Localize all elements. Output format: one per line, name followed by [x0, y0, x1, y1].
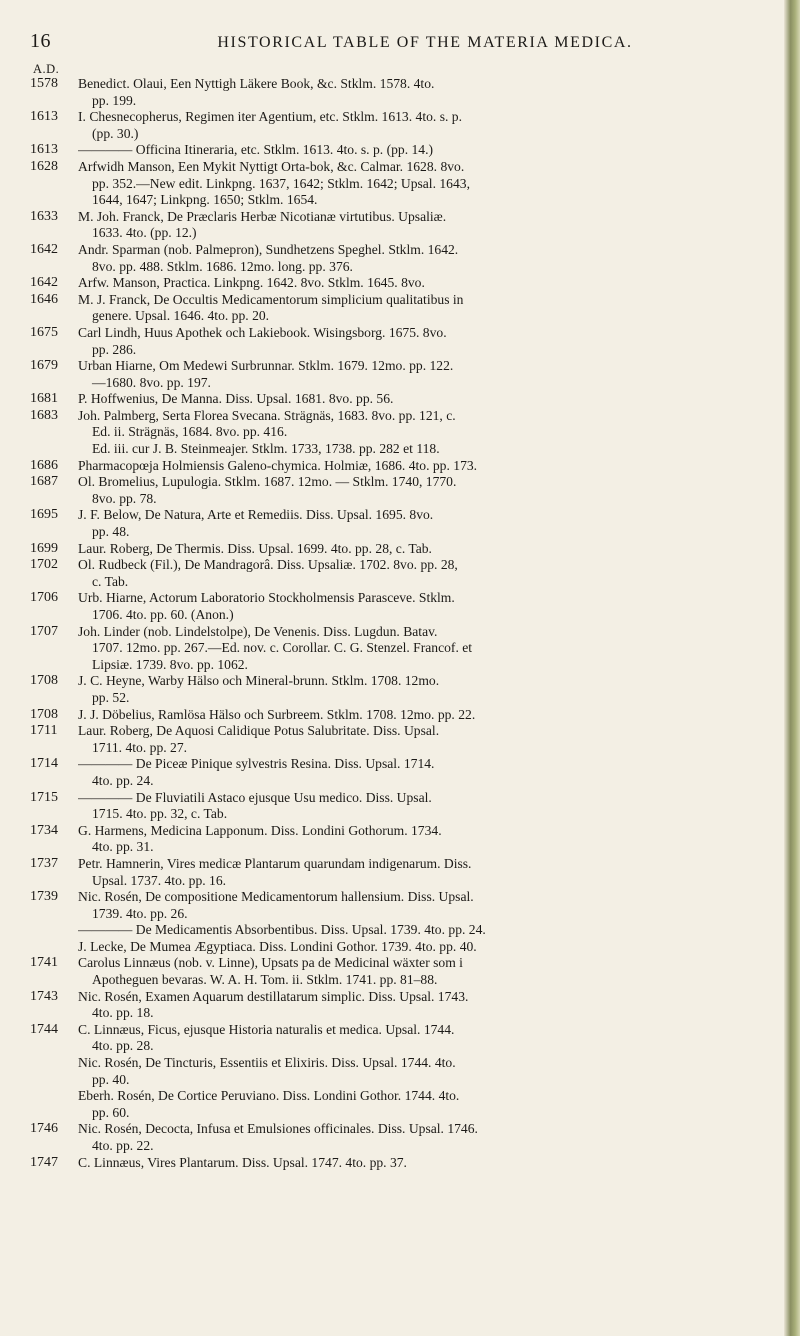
bibliography-entry	[30, 76, 760, 109]
entry-line: Urb. Hiarne, Actorum Laboratorio Stockholmensis Parasceve. Stklm.	[78, 590, 455, 606]
entry-text	[78, 790, 760, 823]
entry-line: Joh. Linder (nob. Lindelstolpe), De Venenis. Diss. Lugdun. Batav.	[78, 623, 438, 639]
entry-text	[78, 922, 760, 939]
entry-text	[78, 756, 760, 789]
entry-line: 4to. pp. 28.	[92, 1038, 154, 1054]
entry-year: 1613	[30, 142, 58, 158]
entry-text	[78, 1022, 760, 1055]
bibliography-entry	[30, 358, 760, 391]
bibliography-entry	[30, 275, 760, 292]
bibliography-entry	[30, 989, 760, 1022]
entry-text	[78, 856, 760, 889]
bibliography-entry	[30, 673, 760, 706]
bibliography-entry	[30, 408, 760, 458]
entry-line: Ed. ii. Strägnäs, 1684. 8vo. pp. 416.	[92, 424, 288, 440]
entry-line: 1715. 4to. pp. 32, c. Tab.	[92, 806, 228, 822]
entry-text	[78, 955, 760, 988]
entry-line: Upsal. 1737. 4to. pp. 16.	[92, 872, 227, 888]
bibliography-entry	[30, 922, 760, 939]
bibliography-entry	[30, 1055, 760, 1088]
entry-line: pp. 40.	[92, 1071, 130, 1087]
entry-line: Carl Lindh, Huus Apothek och Lakiebook. Wisingsborg. 1675. 8vo.	[78, 324, 447, 340]
entry-year: 1744	[30, 1021, 58, 1037]
entry-text	[78, 159, 760, 209]
entry-line: 8vo. pp. 488. Stklm. 1686. 12mo. long. pp. 376.	[92, 258, 353, 274]
entry-year: 1743	[30, 988, 58, 1004]
entry-text	[78, 707, 760, 724]
column-label-ad: A.D.	[33, 62, 60, 76]
bibliography-entry	[30, 1088, 760, 1121]
entry-text	[78, 109, 760, 142]
entry-year: 1707	[30, 623, 58, 639]
running-title: HISTORICAL TABLE OF THE MATERIA MEDICA.	[217, 34, 633, 51]
bibliography-entry	[30, 507, 760, 540]
entry-year: 1739	[30, 889, 58, 905]
entry-line: Ol. Bromelius, Lupulogia. Stklm. 1687. 12mo. — Stklm. 1740, 1770.	[78, 474, 457, 490]
entry-year: 1642	[30, 275, 58, 291]
entry-text	[78, 590, 760, 623]
entry-line: 1644, 1647; Linkpng. 1650; Stklm. 1654.	[92, 192, 318, 208]
entry-line: ———— De Piceæ Pinique sylvestris Resina. Diss. Upsal. 1714.	[78, 756, 435, 772]
entry-year: 1681	[30, 391, 58, 407]
entry-line: 1711. 4to. pp. 27.	[92, 739, 188, 755]
bibliography-entry	[30, 109, 760, 142]
bibliography-entry	[30, 823, 760, 856]
entry-line: Carolus Linnæus (nob. v. Linne), Upsats pa de Medicinal wäxter som i	[78, 955, 463, 971]
entry-line: 4to. pp. 31.	[92, 839, 154, 855]
entry-line: ———— De Medicamentis Absorbentibus. Diss. Upsal. 1739. 4to. pp. 24.	[78, 922, 486, 938]
entry-text	[78, 1121, 760, 1154]
entry-text	[78, 989, 760, 1022]
entry-text	[78, 1088, 760, 1121]
entry-text	[78, 275, 760, 292]
entry-line: 4to. pp. 18.	[92, 1005, 154, 1021]
page-number: 16	[30, 30, 51, 52]
entry-text	[78, 939, 760, 956]
bibliography-entry	[30, 142, 760, 159]
bibliography-entry	[30, 790, 760, 823]
entry-line: Arfw. Manson, Practica. Linkpng. 1642. 8vo. Stklm. 1645. 8vo.	[78, 275, 425, 291]
entry-line: Petr. Hamnerin, Vires medicæ Plantarum quarundam indigenarum. Diss.	[78, 855, 472, 871]
entry-line: Apotheguen bevaras. W. A. H. Tom. ii. Stklm. 1741. pp. 81–88.	[92, 972, 438, 988]
entry-line: pp. 199.	[92, 92, 137, 108]
entry-line: M. Joh. Franck, De Præclaris Herbæ Nicotianæ virtutibus. Upsaliæ.	[78, 208, 447, 224]
bibliography-entry	[30, 557, 760, 590]
entry-year: 1702	[30, 557, 58, 573]
entry-year: 1642	[30, 241, 58, 257]
entry-line: G. Harmens, Medicina Lapponum. Diss. Londini Gothorum. 1734.	[78, 822, 442, 838]
entry-year: 1613	[30, 109, 58, 125]
entry-year: 1711	[30, 723, 58, 739]
entry-line: pp. 286.	[92, 341, 137, 357]
entry-text	[78, 474, 760, 507]
entry-year: 1646	[30, 291, 58, 307]
entry-year: 1706	[30, 590, 58, 606]
entry-line: pp. 52.	[92, 689, 130, 705]
entry-text	[78, 541, 760, 558]
entry-line: pp. 352.—New edit. Linkpng. 1637, 1642; Stklm. 1642; Upsal. 1643,	[92, 175, 470, 191]
bibliography-entry	[30, 856, 760, 889]
entry-text	[78, 1155, 760, 1172]
entry-line: J. Lecke, De Mumea Ægyptiaca. Diss. Londini Gothor. 1739. 4to. pp. 40.	[78, 938, 477, 954]
entry-year: 1734	[30, 822, 58, 838]
entry-line: 1739. 4to. pp. 26.	[92, 905, 188, 921]
entry-line: 1706. 4to. pp. 60. (Anon.)	[92, 607, 234, 622]
bibliography-entry	[30, 955, 760, 988]
entry-year: 1695	[30, 507, 58, 523]
entry-year: 1578	[30, 76, 58, 91]
bibliography-entry	[30, 474, 760, 507]
entry-line: Nic. Rosén, Examen Aquarum destillatarum simplic. Diss. Upsal. 1743.	[78, 988, 469, 1004]
entry-year: 1628	[30, 158, 58, 174]
entry-year: 1675	[30, 324, 58, 340]
entry-year: 1747	[30, 1154, 58, 1170]
entry-line: Joh. Palmberg, Serta Florea Svecana. Strägnäs, 1683. 8vo. pp. 121, c.	[78, 407, 456, 423]
entry-line: c. Tab.	[92, 573, 129, 589]
entry-year: 1683	[30, 407, 58, 423]
entry-year: 1686	[30, 457, 58, 473]
entry-line: Andr. Sparman (nob. Palmepron), Sundhetzens Speghel. Stklm. 1642.	[78, 241, 459, 257]
bibliography-entry	[30, 1155, 760, 1172]
entry-line: ———— Officina Itineraria, etc. Stklm. 1613. 4to. s. p. (pp. 14.)	[78, 142, 434, 158]
bibliography-entry	[30, 292, 760, 325]
entry-line: Lipsiæ. 1739. 8vo. pp. 1062.	[92, 656, 248, 672]
bibliography-entry	[30, 458, 760, 475]
entry-text	[78, 823, 760, 856]
entry-line: Pharmacopœja Holmiensis Galeno-chymica. Holmiæ, 1686. 4to. pp. 173.	[78, 457, 478, 473]
bibliography-entry	[30, 242, 760, 275]
entry-year: 1708	[30, 706, 58, 722]
bibliography-entry	[30, 590, 760, 623]
entry-line: 4to. pp. 22.	[92, 1138, 154, 1153]
entry-line: P. Hoffwenius, De Manna. Diss. Upsal. 1681. 8vo. pp. 56.	[78, 391, 394, 407]
bibliography-entry	[30, 325, 760, 358]
bibliography-entry	[30, 723, 760, 756]
bibliography-entry	[30, 1022, 760, 1055]
entry-line: Laur. Roberg, De Thermis. Diss. Upsal. 1699. 4to. pp. 28, c. Tab.	[78, 540, 432, 556]
entry-year: 1633	[30, 208, 58, 224]
bibliography-table	[30, 76, 760, 1171]
entry-line: —1680. 8vo. pp. 197.	[92, 374, 211, 390]
entry-text	[78, 358, 760, 391]
bibliography-entry	[30, 541, 760, 558]
entry-line: 1633. 4to. (pp. 12.)	[92, 225, 197, 241]
entry-line: pp. 48.	[92, 524, 130, 540]
entry-year: 1715	[30, 789, 58, 805]
entry-text	[78, 76, 760, 109]
entry-line: Ol. Rudbeck (Fil.), De Mandragorâ. Diss. Upsaliæ. 1702. 8vo. pp. 28,	[78, 557, 458, 573]
entry-year: 1699	[30, 540, 58, 556]
entry-line: pp. 60.	[92, 1104, 130, 1120]
entry-line: J. F. Below, De Natura, Arte et Remediis. Diss. Upsal. 1695. 8vo.	[78, 507, 434, 523]
entry-text	[78, 458, 760, 475]
bibliography-entry	[30, 889, 760, 922]
entry-text	[78, 1055, 760, 1088]
bibliography-entry	[30, 756, 760, 789]
entry-line: 1707. 12mo. pp. 267.—Ed. nov. c. Corollar. C. G. Stenzel. Francof. et	[92, 640, 473, 656]
entry-year: 1737	[30, 855, 58, 871]
entry-line: I. Chesnecopherus, Regimen iter Agentium, etc. Stklm. 1613. 4to. s. p.	[78, 109, 462, 125]
entry-year: 1714	[30, 756, 58, 772]
entry-text	[78, 408, 760, 458]
entry-line: Urban Hiarne, Om Medewi Surbrunnar. Stklm. 1679. 12mo. pp. 122.	[78, 358, 454, 374]
entry-line: M. J. Franck, De Occultis Medicamentorum simplicium qualitatibus in	[78, 291, 464, 307]
entry-text	[78, 723, 760, 756]
entry-year: 1741	[30, 955, 58, 971]
bibliography-entry	[30, 209, 760, 242]
entry-line: (pp. 30.)	[92, 125, 139, 141]
entry-line: Benedict. Olaui, Een Nyttigh Läkere Book, &c. Stklm. 1578. 4to.	[78, 76, 435, 91]
entry-line: genere. Upsal. 1646. 4to. pp. 20.	[92, 308, 270, 324]
entry-line: ———— De Fluviatili Astaco ejusque Usu medico. Diss. Upsal.	[78, 789, 432, 805]
entry-line: J. J. Döbelius, Ramlösa Hälso och Surbreem. Stklm. 1708. 12mo. pp. 22.	[78, 706, 476, 722]
entry-text	[78, 507, 760, 540]
entry-year: 1679	[30, 358, 58, 374]
page-header	[30, 30, 760, 60]
entry-line: Nic. Rosén, De Tincturis, Essentiis et Elixiris. Diss. Upsal. 1744. 4to.	[78, 1055, 456, 1071]
bibliography-entry	[30, 391, 760, 408]
entry-line: Nic. Rosén, Decocta, Infusa et Emulsiones officinales. Diss. Upsal. 1746.	[78, 1121, 478, 1137]
entry-text	[78, 624, 760, 674]
entry-line: Eberh. Rosén, De Cortice Peruviano. Diss. Londini Gothor. 1744. 4to.	[78, 1088, 460, 1104]
entry-line: J. C. Heyne, Warby Hälso och Mineral-brunn. Stklm. 1708. 12mo.	[78, 673, 440, 689]
page-edge	[784, 0, 800, 1336]
entry-text	[78, 242, 760, 275]
entry-text	[78, 142, 760, 159]
entry-text	[78, 292, 760, 325]
entry-line: Arfwidh Manson, Een Mykit Nyttigt Orta-bok, &c. Calmar. 1628. 8vo.	[78, 158, 465, 174]
bibliography-entry	[30, 939, 760, 956]
entry-text	[78, 325, 760, 358]
entry-year: 1708	[30, 673, 58, 689]
entry-year: 1746	[30, 1121, 58, 1137]
entry-text	[78, 391, 760, 408]
entry-text	[78, 209, 760, 242]
bibliography-entry	[30, 624, 760, 674]
entry-line: 4to. pp. 24.	[92, 772, 154, 788]
bibliography-entry	[30, 707, 760, 724]
entry-line: C. Linnæus, Ficus, ejusque Historia naturalis et medica. Upsal. 1744.	[78, 1021, 455, 1037]
entry-text	[78, 557, 760, 590]
bibliography-entry	[30, 1121, 760, 1154]
entry-line: Ed. iii. cur J. B. Steinmeajer. Stklm. 1733, 1738. pp. 282 et 118.	[92, 441, 440, 457]
entry-text	[78, 673, 760, 706]
entry-line: 8vo. pp. 78.	[92, 490, 157, 506]
entry-year: 1687	[30, 474, 58, 490]
entry-line: C. Linnæus, Vires Plantarum. Diss. Upsal. 1747. 4to. pp. 37.	[78, 1154, 407, 1170]
bibliography-entry	[30, 159, 760, 209]
entry-line: Laur. Roberg, De Aquosi Calidique Potus Salubritate. Diss. Upsal.	[78, 723, 440, 739]
entry-line: Nic. Rosén, De compositione Medicamentorum hallensium. Diss. Upsal.	[78, 889, 474, 905]
entry-text	[78, 889, 760, 922]
